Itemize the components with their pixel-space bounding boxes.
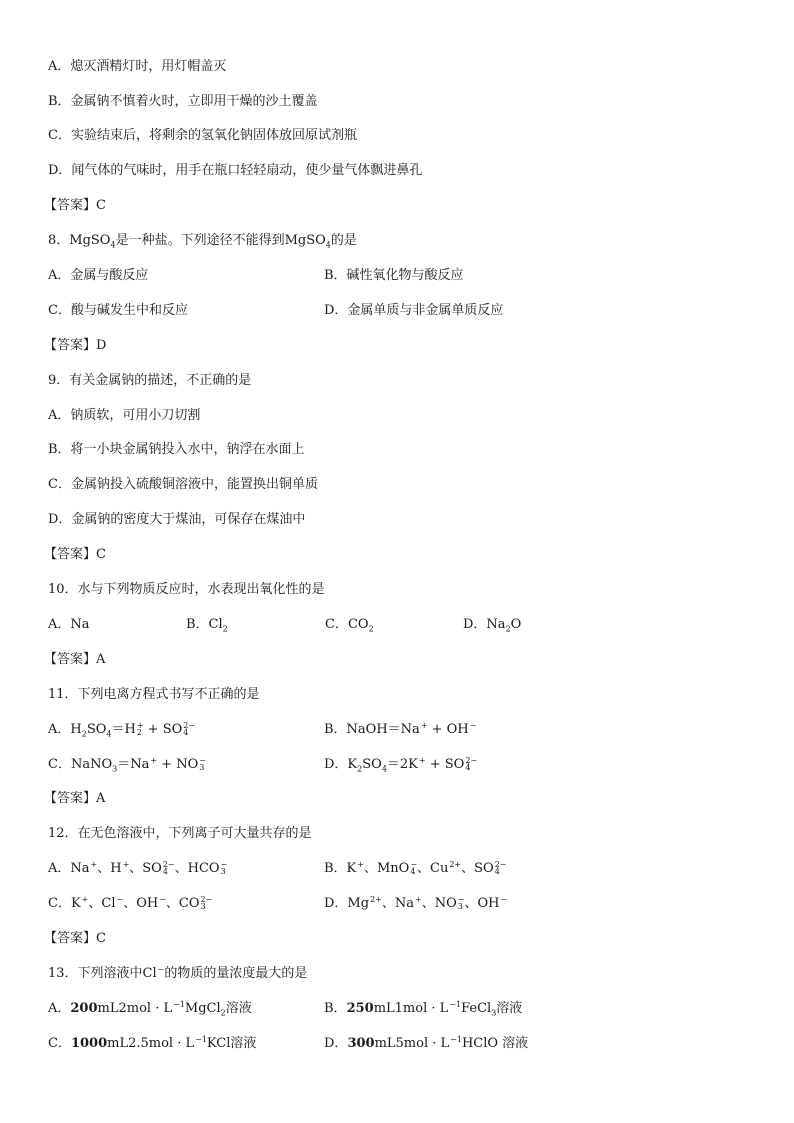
- q12-c-charge: −: [159, 895, 166, 904]
- q12-b-ion: [356, 860, 364, 879]
- q12-b-part: 、Cu: [417, 861, 449, 876]
- q13-a-part: mL2mol · L: [97, 1001, 173, 1016]
- q13-a-volume: 200: [70, 1001, 98, 1016]
- q11-a-index: 2: [136, 728, 142, 737]
- q11-c-ion: [198, 756, 206, 775]
- q11-option-d: [324, 756, 477, 775]
- q13-a-ion: [172, 1000, 185, 1019]
- q9-stem-text: 9．有关金属钠的描述，不正确的是: [48, 373, 252, 388]
- q12-b-part: 、SO: [461, 861, 494, 876]
- q13-b-part: B．: [324, 1001, 347, 1016]
- q11-d-charge: 2−: [465, 756, 478, 765]
- q11-c-charge: −: [199, 756, 206, 765]
- q11-c-ion: [149, 756, 157, 775]
- q12-a-ion: [90, 860, 98, 879]
- q12-c-charge: +: [81, 895, 89, 904]
- q12-d-index: 3: [457, 902, 463, 911]
- q11-b-ion: [469, 721, 477, 740]
- q13-a-part: MgCl: [184, 1001, 221, 1016]
- q11-b-part: B．NaOH＝Na: [324, 722, 420, 737]
- q9-option-a: [48, 407, 200, 425]
- q11-d-sub: 4: [381, 764, 387, 774]
- q13-b-exponent: −1: [449, 1000, 462, 1009]
- q11-c-charge: +: [150, 756, 158, 765]
- q8-stem-sub: 4: [325, 240, 331, 250]
- q13-option-b: [324, 1000, 522, 1019]
- q12-answer-text: 【答案】C: [44, 931, 106, 946]
- q12-d-charge: 2+: [370, 895, 382, 904]
- q12-a-part: 、H: [97, 861, 122, 876]
- q11-a-index: 4: [183, 728, 189, 737]
- q8-stem: [48, 232, 357, 250]
- q12-a-charge: +: [90, 860, 98, 869]
- q11-c-part: ＝Na: [117, 757, 150, 772]
- q13-c-part: mL2.5mol · L: [107, 1036, 195, 1051]
- q7-answer: [44, 197, 106, 215]
- q12-b-ion: [409, 860, 417, 879]
- q12-d-part: 、NO: [421, 896, 457, 911]
- q13-b-part: 溶液: [496, 1001, 523, 1016]
- q11-d-sub: 2: [357, 764, 363, 774]
- q12-a-charge: −: [220, 860, 228, 869]
- q12-d-ion: [414, 895, 422, 914]
- q11-c-index: 3: [199, 763, 205, 772]
- q8-option-b: B．碱性氧化物与酸反应: [324, 268, 464, 283]
- q13-c-ion: [194, 1035, 207, 1054]
- q10-option-d-sub: 2: [505, 624, 511, 634]
- q10-option-c-sub: 2: [368, 624, 374, 634]
- q10-stem: [48, 581, 325, 599]
- q11-d-ion: [464, 756, 477, 775]
- q13-b-part: FeCl: [461, 1001, 492, 1016]
- q12-d-ion: [369, 895, 382, 914]
- q12-b-ion: [448, 860, 461, 879]
- q12-b-part: B．K: [324, 861, 357, 876]
- q13-options-row2: [48, 1035, 748, 1053]
- q11-options-row2: [48, 756, 748, 774]
- q13-a-exponent: −1: [173, 1000, 185, 1009]
- q11-d-charge: +: [418, 756, 426, 765]
- q10-option-a: A．Na: [48, 617, 90, 632]
- q12-option-a: [48, 860, 227, 879]
- q11-answer-text: 【答案】A: [44, 791, 106, 806]
- q7-option-c-text: C．实验结束后，将剩余的氢氧化钠固体放回原试剂瓶: [48, 128, 357, 143]
- q9-option-d: [48, 511, 305, 529]
- q13-a-sub: 2: [220, 1008, 226, 1018]
- q7-option-a-text: A．熄灭酒精灯时，用灯帽盖灭: [48, 59, 227, 74]
- q12-b-charge: −: [410, 860, 418, 869]
- q12-a-index: 3: [220, 867, 226, 876]
- q12-a-part: A．Na: [48, 861, 90, 876]
- q12-c-part: 、Cl: [88, 896, 116, 911]
- q11-a-charge: 2−: [183, 721, 196, 730]
- q13-c-part: KCl溶液: [206, 1036, 257, 1051]
- q7-option-c: [48, 127, 357, 145]
- q11-c-part: C．NaNO: [48, 757, 113, 772]
- q12-d-ion: [457, 895, 465, 914]
- q12-c-part: 、CO: [165, 896, 200, 911]
- q13-b-sub: 3: [491, 1008, 497, 1018]
- q12-d-charge: −: [457, 895, 465, 904]
- q12-c-charge: 2−: [200, 895, 213, 904]
- q10-options-row: [48, 616, 748, 634]
- q12-options-row1: [48, 860, 748, 878]
- q11-option-a: [48, 721, 195, 740]
- q13-a-part: 溶液: [225, 1001, 252, 1016]
- q13-option-c: [48, 1035, 256, 1054]
- q9-option-b-text: B．将一小块金属钠投入水中，钠浮在水面上: [48, 442, 305, 457]
- q10-option-c-part: C．CO: [325, 617, 369, 632]
- q13-stem-part: 13．下列溶液中Cl: [48, 966, 157, 981]
- q8-stem-part: 8．MgSO: [48, 233, 111, 248]
- q10-stem-text: 10．水与下列物质反应时，水表现出氧化性的是: [48, 582, 325, 597]
- q10-answer-text: 【答案】A: [44, 652, 106, 667]
- q13-option-a: [48, 1000, 252, 1019]
- q12-d-ion: [499, 895, 507, 914]
- q12-b-charge: 2+: [449, 860, 462, 869]
- q12-c-charge: −: [116, 895, 124, 904]
- q12-c-index: 3: [200, 902, 206, 911]
- q7-option-a: [48, 58, 226, 76]
- q11-d-part: + SO: [425, 757, 465, 772]
- q10-option-b-sub: 2: [222, 624, 228, 634]
- q11-a-part: A．H: [48, 722, 82, 737]
- q11-a-part: + SO: [143, 722, 183, 737]
- q12-option-d: [324, 895, 507, 914]
- q13-d-exponent: −1: [450, 1035, 462, 1044]
- q9-option-c-text: C．金属钠投入硫酸铜溶液中，能置换出铜单质: [48, 477, 318, 492]
- q12-d-part: 、OH: [464, 896, 500, 911]
- q8-answer-text: 【答案】D: [44, 338, 107, 353]
- q12-d-part: D．Mg: [324, 896, 370, 911]
- q12-a-charge: +: [122, 860, 130, 869]
- q10-option-d-part: O: [510, 617, 522, 632]
- q12-d-charge: +: [415, 895, 422, 904]
- q11-stem: [48, 686, 260, 704]
- q7-answer-text: 【答案】C: [44, 198, 106, 213]
- q9-answer: [44, 546, 106, 564]
- q11-d-index: 4: [465, 763, 471, 772]
- q12-answer: [44, 930, 106, 948]
- q13-stem-charge: −: [157, 965, 165, 974]
- q8-stem-sub: 4: [110, 240, 116, 250]
- q9-option-d-text: D．金属钠的密度大于煤油，可保存在煤油中: [48, 512, 306, 527]
- q11-answer: [44, 790, 105, 808]
- q10-option-b-part: B．Cl: [186, 617, 223, 632]
- q8-stem-part: 的是: [330, 233, 357, 248]
- q9-answer-text: 【答案】C: [44, 547, 106, 562]
- q12-b-charge: 2−: [494, 860, 507, 869]
- q13-options-row1: [48, 1000, 748, 1018]
- q11-d-part: ＝2K: [386, 757, 418, 772]
- q11-option-b: [324, 721, 476, 740]
- q12-option-c: [48, 895, 212, 914]
- q13-d-part: mL5mol · L: [374, 1036, 450, 1051]
- q7-option-b: [48, 93, 318, 111]
- q12-d-part: 、Na: [381, 896, 414, 911]
- q12-a-part: 、HCO: [174, 861, 220, 876]
- q13-d-volume: 300: [347, 1036, 375, 1051]
- q8-options-row1: [48, 267, 748, 285]
- q11-c-sub: 3: [112, 764, 118, 774]
- q9-option-a-text: A．钠质软，可用小刀切割: [48, 408, 201, 423]
- q13-option-d: [324, 1035, 528, 1054]
- q7-option-d-text: D．闻气体的气味时，用手在瓶口轻轻扇动，使少量气体飘进鼻孔: [48, 163, 423, 178]
- q13-d-ion: [449, 1035, 462, 1054]
- q11-options-row1: [48, 721, 748, 739]
- q8-option-a: A．金属与酸反应: [48, 268, 149, 283]
- q12-c-ion: [115, 895, 123, 914]
- q11-a-part: SO: [86, 722, 107, 737]
- q8-option-c: C．酸与碱发生中和反应: [48, 303, 188, 318]
- q9-option-b: [48, 441, 305, 459]
- q7-option-b-text: B．金属钠不慎着火时，立即用干燥的沙土覆盖: [48, 94, 318, 109]
- q8-option-d: D．金属单质与非金属单质反应: [324, 303, 504, 318]
- q11-a-ion: [136, 721, 144, 740]
- q12-c-ion: [200, 895, 213, 914]
- q11-a-ion: [182, 721, 195, 740]
- q12-c-ion: [158, 895, 166, 914]
- q12-a-index: 4: [162, 867, 168, 876]
- q12-a-ion: [162, 860, 175, 879]
- q10-option-c: [325, 616, 374, 634]
- q11-a-charge: +: [136, 721, 144, 730]
- q13-a-part: A．: [48, 1001, 71, 1016]
- q12-option-b: [324, 860, 507, 879]
- q11-c-part: + NO: [157, 757, 199, 772]
- q10-option-b: [186, 616, 228, 634]
- q8-options-row2: [48, 302, 748, 320]
- q12-b-index: 4: [494, 867, 500, 876]
- q12-b-ion: [494, 860, 507, 879]
- q7-option-d: [48, 162, 422, 180]
- q13-c-exponent: −1: [195, 1035, 207, 1044]
- q12-d-charge: −: [500, 895, 508, 904]
- q12-a-ion: [122, 860, 130, 879]
- q9-stem: [48, 372, 251, 390]
- q12-c-part: 、OH: [123, 896, 159, 911]
- q8-answer: [44, 337, 106, 355]
- q13-c-volume: 1000: [70, 1036, 108, 1051]
- q13-b-ion: [448, 1000, 461, 1019]
- q13-b-part: mL1mol · L: [373, 1001, 449, 1016]
- q11-b-ion: [420, 721, 428, 740]
- q11-option-c: [48, 756, 206, 775]
- q10-answer: [44, 651, 105, 669]
- q12-c-ion: [81, 895, 89, 914]
- q13-stem-ion: [157, 965, 165, 984]
- q12-a-ion: [220, 860, 228, 879]
- q12-b-part: 、MnO: [363, 861, 410, 876]
- q13-c-part: C．: [48, 1036, 71, 1051]
- q11-a-sub: 4: [106, 729, 112, 739]
- q12-b-charge: +: [357, 860, 364, 869]
- q12-b-index: 4: [410, 867, 416, 876]
- q13-stem: [48, 965, 307, 983]
- q12-c-part: C．K: [48, 896, 81, 911]
- q11-b-part: + OH: [427, 722, 469, 737]
- q9-option-c: [48, 476, 318, 494]
- q10-option-d: [463, 616, 521, 634]
- q11-a-part: ＝H: [111, 722, 136, 737]
- q11-d-ion: [418, 756, 426, 775]
- q12-stem: [48, 825, 312, 843]
- q13-stem-part: 的物质的量浓度最大的是: [164, 966, 308, 981]
- q13-b-volume: 250: [346, 1001, 374, 1016]
- q11-b-charge: +: [420, 721, 428, 730]
- q13-d-part: D．: [324, 1036, 348, 1051]
- q11-stem-text: 11．下列电离方程式书写不正确的是: [48, 687, 260, 702]
- q13-d-part: HClO 溶液: [461, 1036, 529, 1051]
- q11-b-charge: −: [469, 721, 477, 730]
- q11-d-part: D．K: [324, 757, 358, 772]
- q12-options-row2: [48, 895, 748, 913]
- q12-a-part: 、SO: [129, 861, 162, 876]
- q11-a-sub: 2: [81, 729, 87, 739]
- q10-option-d-part: D．Na: [463, 617, 506, 632]
- q8-stem-part: 是一种盐。下列途径不能得到MgSO: [115, 233, 326, 248]
- q11-d-part: SO: [362, 757, 382, 772]
- q12-stem-text: 12．在无色溶液中，下列离子可大量共存的是: [48, 826, 312, 841]
- q12-a-charge: 2−: [162, 860, 175, 869]
